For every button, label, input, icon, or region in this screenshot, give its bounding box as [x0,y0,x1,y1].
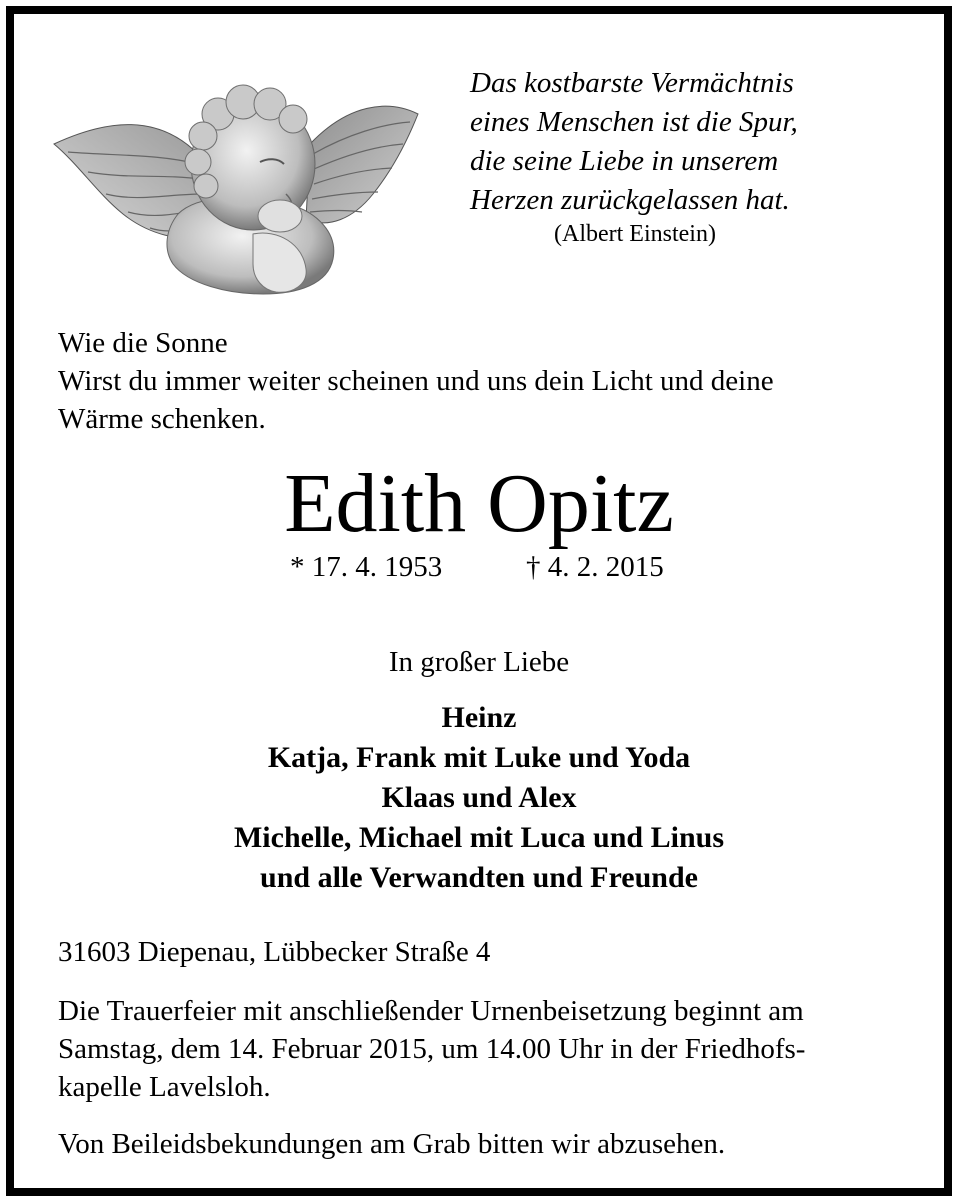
mourner-line: Heinz [441,701,517,734]
quote-line: die seine Liebe in unserem [470,145,779,177]
birth-date: * 17. 4. 1953 [290,551,443,583]
ceremony-line: Die Trauerfeier mit anschließender Urnenbeisetzung beginnt am [58,995,804,1027]
address: 31603 Diepenau, Lübbecker Straße 4 [58,936,491,968]
mourner-line: und alle Verwandten und Freunde [260,861,698,894]
ceremony-line: Samstag, dem 14. Februar 2015, um 14.00 Uhr in der Friedhofs- [58,1033,806,1065]
verse-line: Wie die Sonne [58,327,228,359]
ceremony-line: kapelle Lavelsloh. [58,1071,271,1103]
mourners-list [14,698,944,898]
quote-line: eines Menschen ist die Spur, [470,106,798,138]
cherub-angel-icon [48,44,420,306]
deceased-name: Edith Opitz [284,457,674,550]
obituary-notice [6,6,952,1196]
mourners-intro: In großer Liebe [388,646,570,678]
ceremony-info [58,992,928,1106]
verse-line: Wirst du immer weiter scheinen und uns dein Licht und deine [58,365,774,397]
death-date: † 4. 2. 2015 [526,551,664,583]
mourner-line: Klaas und Alex [381,781,577,814]
condolence-note: Von Beileidsbekundungen am Grab bitten wir abzusehen. [58,1128,726,1160]
quote-line: Herzen zurückgelassen hat. [470,184,790,216]
quote-text [470,64,890,220]
mourner-line: Katja, Frank mit Luke und Yoda [267,741,691,774]
mourner-line: Michelle, Michael mit Luca und Linus [233,821,725,854]
quote-line: Das kostbarste Vermächtnis [470,67,794,99]
verse-text [58,324,918,438]
quote-author: (Albert Einstein) [554,221,716,247]
verse-line: Wärme schenken. [58,403,266,435]
